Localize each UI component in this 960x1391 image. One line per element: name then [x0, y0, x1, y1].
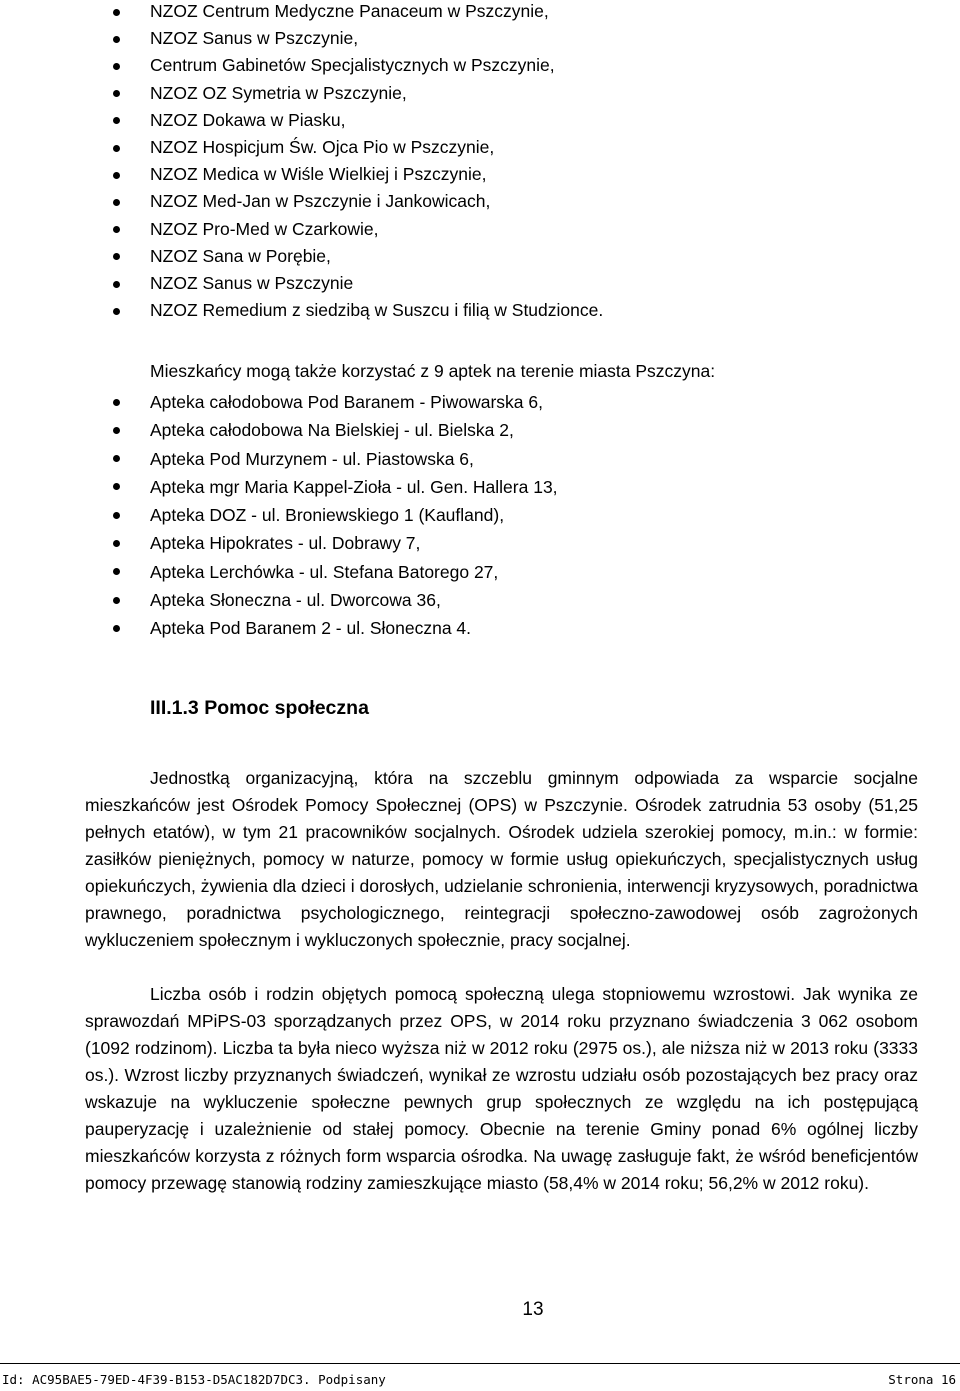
list-item: NZOZ Med-Jan w Pszczynie i Jankowicach,: [0, 188, 960, 215]
list-item: Apteka mgr Maria Kappel-Zioła - ul. Gen. Hallera 13,: [0, 473, 960, 501]
bullet-icon: [113, 427, 120, 434]
bullet-icon: [113, 399, 120, 406]
list-item: NZOZ Pro-Med w Czarkowie,: [0, 216, 960, 243]
bullet-icon: [113, 281, 120, 288]
bullet-icon: [113, 145, 120, 152]
bullet-icon: [113, 63, 120, 70]
bullet-icon: [113, 625, 120, 632]
list-item: Centrum Gabinetów Specjalistycznych w Pszczynie,: [0, 52, 960, 79]
list-item: NZOZ Sanus w Pszczynie,: [0, 25, 960, 52]
bullet-icon: [113, 9, 120, 16]
footer-document-id: Id: AC95BAE5-79ED-4F39-B153-D5AC182D7DC3. Podpisany: [2, 1372, 386, 1387]
bullet-icon: [113, 540, 120, 547]
pharmacies-intro: Mieszkańcy mogą także korzystać z 9 aptek na terenie miasta Pszczyna:: [150, 361, 716, 381]
list-item: Apteka DOZ - ul. Broniewskiego 1 (Kaufland),: [0, 501, 960, 529]
list-item: Apteka Lerchówka - ul. Stefana Batorego 27,: [0, 558, 960, 586]
bullet-icon: [113, 253, 120, 260]
healthcare-facilities-list: [0, 0, 960, 324]
bullet-icon: [113, 117, 120, 124]
list-item: Apteka Pod Baranem 2 - ul. Słoneczna 4.: [0, 614, 960, 642]
bullet-icon: [113, 308, 120, 315]
bullet-icon: [113, 226, 120, 233]
list-item: NZOZ Hospicjum Św. Ojca Pio w Pszczynie,: [0, 134, 960, 161]
bullet-icon: [113, 90, 120, 97]
paragraph-social-assistance: Jednostką organizacyjną, która na szczeblu gminnym odpowiada za wsparcie socjalne mieszkańców jest Ośrodek Pomocy Społecznej (OPS) w Pszczynie. Ośrodek zatrudnia 53 osoby (51,25 pełnych etatów), w tym 21 pracowników socjalnych. Ośrodek udziela szerokiej pomocy, m.in.: w formie: zasiłków pieniężnych, pomocy w naturze, pomocy w formie usług opiekuńczych, specjalistycznych usług opiekuńczych, żywienia dla dzieci i dorosłych, udzielanie schronienia, interwencji kryzysowych, poradnictwa prawnego, poradnictwa psychologicznego, reintegracji społeczno-zawodowej osób zagrożonych wykluczeniem społecznym i wykluczonych społecznie, pracy socjalnej.: [85, 768, 918, 950]
list-item: Apteka Słoneczna - ul. Dworcowa 36,: [0, 586, 960, 614]
list-item: NZOZ Sanus w Pszczynie: [0, 270, 960, 297]
section-heading: III.1.3 Pomoc społeczna: [150, 697, 369, 719]
list-item: Apteka całodobowa Na Bielskiej - ul. Bielska 2,: [0, 416, 960, 444]
list-item: NZOZ Remedium z siedzibą w Suszcu i filią w Studzionce.: [0, 297, 960, 324]
list-item: NZOZ Centrum Medyczne Panaceum w Pszczynie,: [0, 0, 960, 25]
list-item: NZOZ Sana w Porębie,: [0, 243, 960, 270]
bullet-icon: [113, 568, 120, 575]
bullet-icon: [113, 455, 120, 462]
list-item: NZOZ Medica w Wiśle Wielkiej i Pszczynie,: [0, 161, 960, 188]
footer-divider: [0, 1363, 960, 1364]
bullet-icon: [113, 483, 120, 490]
pharmacies-list: [0, 388, 960, 643]
list-item: Apteka Hipokrates - ul. Dobrawy 7,: [0, 529, 960, 557]
page-number: 13: [522, 1299, 544, 1320]
bullet-icon: [113, 597, 120, 604]
bullet-icon: [113, 199, 120, 206]
paragraph-beneficiaries: Liczba osób i rodzin objętych pomocą społeczną ulega stopniowemu wzrostowi. Jak wynika ze sprawozdań MPiPS-03 sporządzanych przez OPS, w 2014 roku przyznano świadczenia 3 062 osobom (1092 rodzinom). Liczba ta była nieco wyższa niż w 2012 roku (2975 os.), ale niższa niż w 2013 roku (3333 os.). Wzrost liczby przyznanych świadczeń, wynikał ze wzrostu udziału osób pozostających bez pracy oraz wskazuje na wykluczenie społeczne pewnych grup społecznych ze względu na ich postępującą pauperyzację i uzależnienie od stałej pomocy. Obecnie na terenie Gminy ponad 6% ogólnej liczby mieszkańców korzysta z różnych form wsparcia ośrodka. Na uwagę zasługuje fakt, że wśród beneficjentów pomocy przewagę stanowią rodziny zamieszkujące miasto (58,4% w 2014 roku; 56,2% w 2012 roku).: [85, 984, 918, 1193]
bullet-icon: [113, 172, 120, 179]
list-item: NZOZ OZ Symetria w Pszczynie,: [0, 80, 960, 107]
list-item: Apteka całodobowa Pod Baranem - Piwowarska 6,: [0, 388, 960, 416]
list-item: Apteka Pod Murzynem - ul. Piastowska 6,: [0, 445, 960, 473]
bullet-icon: [113, 36, 120, 43]
list-item: NZOZ Dokawa w Piasku,: [0, 107, 960, 134]
footer-page-indicator: Strona 16: [888, 1372, 956, 1387]
bullet-icon: [113, 512, 120, 519]
